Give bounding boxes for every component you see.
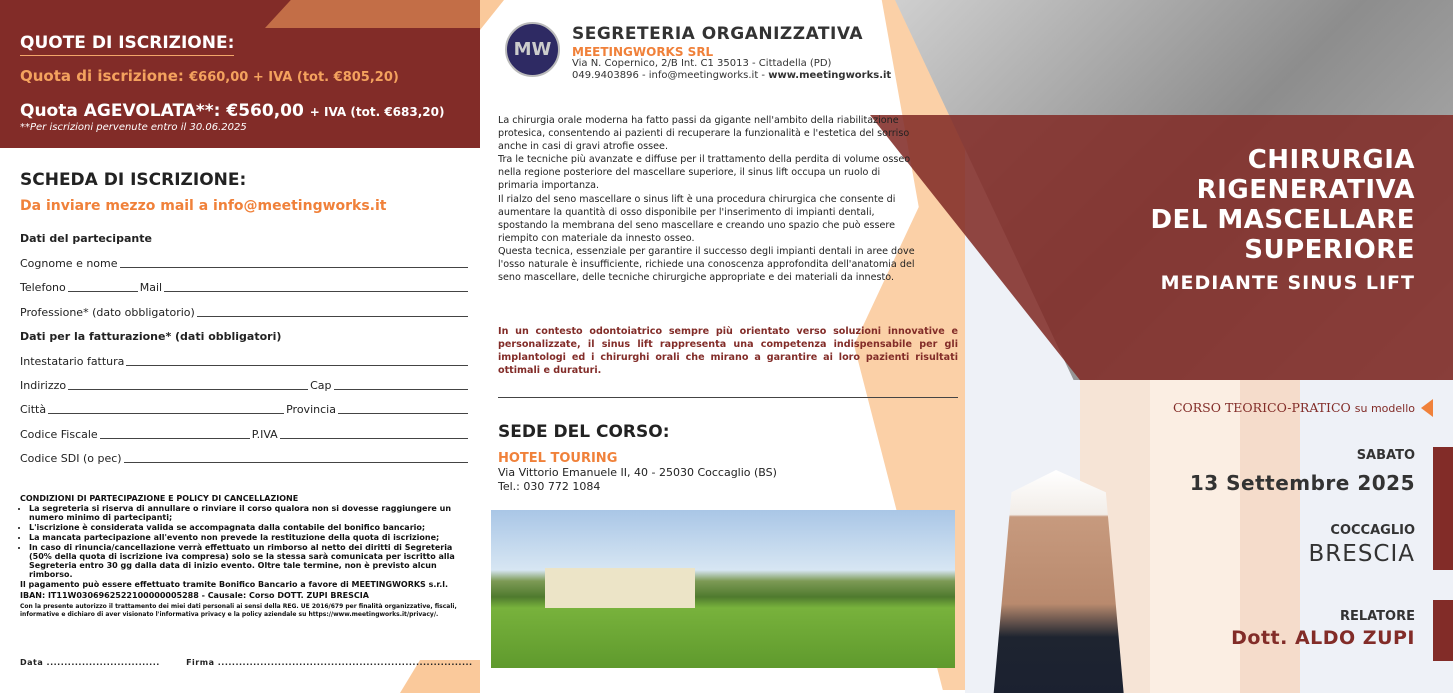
course-description: La chirurgia orale moderna ha fatto passi da gigante nell'ambito della riabilitazione protesica, consentendo ai pazienti di recuperare la funzionalità e l'estetica del sorriso anche in casi di gravi atrofie ossee. Tra le tecniche più avanzate e diffuse per il trattamento della perdita di volume osseo nella regione posteriore del mascellare superiore, il sinus lift occupa un ruolo di primaria importanza. Il rialzo del seno mascellare o sinus lift è una procedura chirurgica che consente di aumentare la quantità di osso disponibile per l'inserimento di impianti dentali, spostando la membrana del seno mascellare e creando uno spazio che può essere riempito con materiale da innesto osseo. Questa tecnica, essenziale per garantire il successo degli impianti dentali in aree dove l'osso naturale è insufficiente, richiede una conoscenza approfondita dell'anatomia del seno mascellare, delle tecniche chirurgiche appropriate e dei materiali da innesto. (498, 115, 915, 284)
meetingworks-logo: MW (505, 22, 560, 77)
city-province-field[interactable]: Città Provincia (20, 403, 470, 416)
decor-shape (480, 0, 504, 30)
address-cap-field[interactable]: Indirizzo Cap (20, 379, 470, 392)
decor-shape (265, 0, 480, 28)
sdi-field[interactable]: Codice SDI (o pec) (20, 452, 470, 465)
section-billing: Dati per la fatturazione* (dati obbligatori) (20, 330, 282, 343)
arrow-left-icon (1421, 399, 1433, 417)
town: COCCAGLIO (1330, 523, 1415, 538)
decor-stripe (1150, 380, 1240, 693)
form-title: SCHEDA DI ISCRIZIONE: (20, 170, 247, 190)
speaker-name: Dott. ALDO ZUPI (1231, 627, 1415, 649)
secretariat-company: MEETINGWORKS SRL (572, 45, 714, 59)
reduced-quote: Quota AGEVOLATA**: €560,00 + IVA (tot. €683,20) (20, 101, 445, 121)
course-title: CHIRURGIA RIGENERATIVA DEL MASCELLARE SUPERIORE (1150, 145, 1415, 265)
phone-mail-field[interactable]: Telefono Mail (20, 281, 470, 294)
website-link[interactable]: www.meetingworks.it (768, 70, 892, 81)
name-field[interactable]: Cognome e nome (20, 257, 470, 270)
conditions-title: CONDIZIONI DI PARTECIPAZIONE E POLICY DI CANCELLAZIONE (20, 494, 299, 503)
condition-item: • La segreteria si riserva di annullare o rinviare il corso qualora non si dovesse raggiungere un numero minimo di partecipanti; (29, 504, 470, 522)
quote-title: QUOTE DI ISCRIZIONE: (20, 33, 234, 56)
conditions (20, 494, 470, 619)
decor-bar (1433, 447, 1453, 570)
secretariat-contacts: Via N. Copernico, 2/B Int. C1 35013 - Cittadella (PD) 049.9403896 - info@meetingworks.it - www.meetingworks.it (572, 58, 892, 81)
profession-field[interactable]: Professione* (dato obbligatorio) (20, 306, 470, 319)
condition-item: • In caso di rinuncia/cancellazione verrà effettuato un rimborso al netto dei diritti di Segreteria (50% della quota di iscrizione iva compresa) solo se la stessa sarà comunicata per iscritto alla Segreteria entro 30 gg dalla data di inizio evento. Oltre tale termine, non è previsto alcun rimborso. (29, 543, 470, 579)
condition-item: • L'iscrizione è considerata valida se accompagnata dalla contabile del bonifico bancario; (29, 523, 470, 532)
invoice-holder-field[interactable]: Intestatario fattura (20, 355, 470, 368)
venue-address: Via Vittorio Emanuele II, 40 - 25030 Coccaglio (BS) Tel.: 030 772 1084 (498, 466, 777, 493)
description-highlight: In un contesto odontoiatrico sempre più orientato verso soluzioni innovative e personalizzate, il sinus lift rappresenta una competenza indispensabile per gli implantologi ed i chirurghi orali che mirano a garantire ai loro pazienti risultati ottimali e duraturi. (498, 326, 958, 377)
decor-bar (1433, 600, 1453, 661)
quote-note: **Per iscrizioni pervenute entro il 30.06.2025 (20, 122, 247, 133)
fiscal-vat-field[interactable]: Codice Fiscale P.IVA (20, 428, 470, 441)
section-participant: Dati del partecipante (20, 232, 152, 245)
privacy-consent: Con la presente autorizzo il trattamento dei miei dati personali ai sensi della REG. UE 2016/679 per finalità organizzative, fiscali, informative e dichiaro di aver visionato l'informativa privacy e la policy aziendale su https://www.meetingworks.it/privacy/. (20, 603, 457, 618)
city: BRESCIA (1308, 541, 1415, 567)
venue-name: HOTEL TOURING (498, 451, 618, 466)
course-subtitle: MEDIANTE SINUS LIFT (1160, 272, 1415, 294)
course-type: CORSO TEORICO-PRATICO su modello (1172, 400, 1415, 415)
condition-item: • La mancata partecipazione all'evento non prevede la restituzione della quota di iscrizione; (29, 533, 470, 542)
payment-info: Il pagamento può essere effettuato tramite Bonifico Bancario a favore di MEETINGWORKS s.r.l. (20, 580, 449, 589)
standard-quote: Quota di iscrizione: €660,00 + IVA (tot. €805,20) (20, 67, 399, 85)
venue-title: SEDE DEL CORSO: (498, 422, 670, 442)
iban: IBAN: IT11W0306962522100000005288 - Causale: Corso DOTT. ZUPI BRESCIA (20, 591, 369, 600)
form-subtitle: Da inviare mezzo mail a info@meetingworks.it (20, 198, 387, 214)
date: 13 Settembre 2025 (1189, 471, 1415, 495)
speaker-label: RELATORE (1339, 609, 1415, 624)
signature-row[interactable]: Data ................................ Firma ........................................................................ (20, 658, 473, 667)
hotel-building (545, 568, 695, 608)
divider (498, 397, 958, 398)
secretariat-title: SEGRETERIA ORGANIZZATIVA (572, 24, 863, 44)
day: SABATO (1356, 448, 1415, 463)
